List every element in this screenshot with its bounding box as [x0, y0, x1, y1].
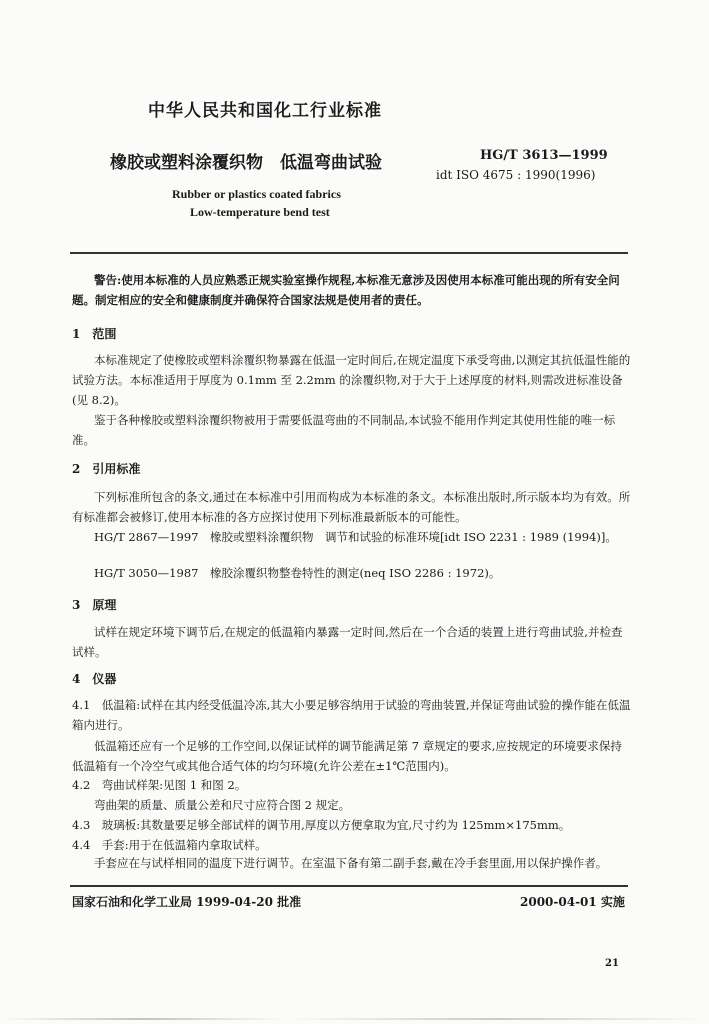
section-1-paragraph-2: 鉴于各种橡胶或塑料涂覆织物被用于需要低温弯曲的不同制品,本试验不能用作判定其使用性能的唯一标准。: [72, 413, 616, 447]
clause-4-1-continued: 低温箱还应有一个足够的工作空间,以保证试样的调节能满足第 7 章规定的要求,应按规定的环境要求保持低温箱有一个冷空气或其他合适气体的均匀环境(允许公差在±1℃范围内)。: [72, 739, 622, 773]
implementation-date: 2000-04-01 实施: [520, 895, 625, 909]
clause-4-2: 4.2 弯曲试样架:见图 1 和图 2。: [72, 778, 247, 792]
document-title-english-line1: Rubber or plastics coated fabrics: [172, 187, 341, 201]
section-3-heading: 3 原理: [72, 598, 117, 612]
footer-divider: [70, 885, 628, 887]
page-number: 21: [605, 958, 619, 969]
section-2-heading: 2 引用标准: [72, 462, 141, 476]
section-2-paragraph: 下列标准所包含的条文,通过在本标准中引用而构成为本标准的条文。本标准出版时,所示版本均为有效。所有标准都会被修订,使用本标准的各方应探讨使用下列标准最新版本的可能性。: [72, 490, 631, 524]
section-2-reference-1: HG/T 2867—1997 橡胶或塑料涂覆织物 调节和试验的标准环境[idt ISO 2231 : 1989 (1994)]。: [94, 530, 617, 544]
section-2-reference-2: HG/T 3050—1987 橡胶涂覆织物整卷特性的测定(neq ISO 2286 : 1972)。: [94, 566, 501, 580]
clause-4-1: 4.1 低温箱:试样在其内经受低温冷冻,其大小要足够容纳用于试验的弯曲装置,并保证弯曲试验的操作能在低温箱内进行。: [72, 698, 631, 732]
section-1-heading: 1 范围: [72, 327, 117, 341]
standard-number: HG/T 3613—1999: [480, 148, 608, 163]
clause-4-4-continued: 手套应在与试样相同的温度下进行调节。在室温下备有第二副手套,戴在冷手套里面,用以保护操作者。: [94, 856, 608, 870]
section-4-heading: 4 仪器: [72, 672, 117, 686]
section-1-paragraph-1: 本标准规定了使橡胶或塑料涂覆织物暴露在低温一定时间后,在规定温度下承受弯曲,以测定其抗低温性能的试验方法。本标准适用于厚度为 0.1mm 至 2.2mm 的涂覆织物,对于大于上述厚度的材料,则需改进标准设备(见 8.2)。: [72, 353, 631, 407]
approval-issuer: 国家石油和化学工业局 1999-04-20 批准: [72, 895, 302, 909]
document-title-english-line2: Low-temperature bend test: [190, 205, 330, 219]
header-divider: [70, 252, 628, 254]
document-title-chinese: 橡胶或塑料涂覆织物 低温弯曲试验: [110, 153, 382, 173]
safety-warning: 警告:使用本标准的人员应熟悉正规实验室操作规程,本标准无意涉及因使用本标准可能出现的所有安全问题。制定相应的安全和健康制度并确保符合国家法规是使用者的责任。: [72, 273, 620, 307]
clause-4-3: 4.3 玻璃板:其数量要足够全部试样的调节用,厚度以方便拿取为宜,尺寸约为 125mm×175mm。: [72, 818, 571, 832]
standard-category-title: 中华人民共和国化工行业标准: [148, 101, 382, 121]
section-3-paragraph: 试样在规定环境下调节后,在规定的低温箱内暴露一定时间,然后在一个合适的装置上进行弯曲试验,并检查试样。: [72, 625, 623, 659]
equivalent-standard: idt ISO 4675 : 1990(1996): [436, 168, 596, 182]
scan-artifact: [0, 1018, 709, 1020]
clause-4-4: 4.4 手套:用于在低温箱内拿取试样。: [72, 838, 267, 852]
clause-4-2-continued: 弯曲架的质量、质量公差和尺寸应符合图 2 规定。: [94, 798, 351, 812]
